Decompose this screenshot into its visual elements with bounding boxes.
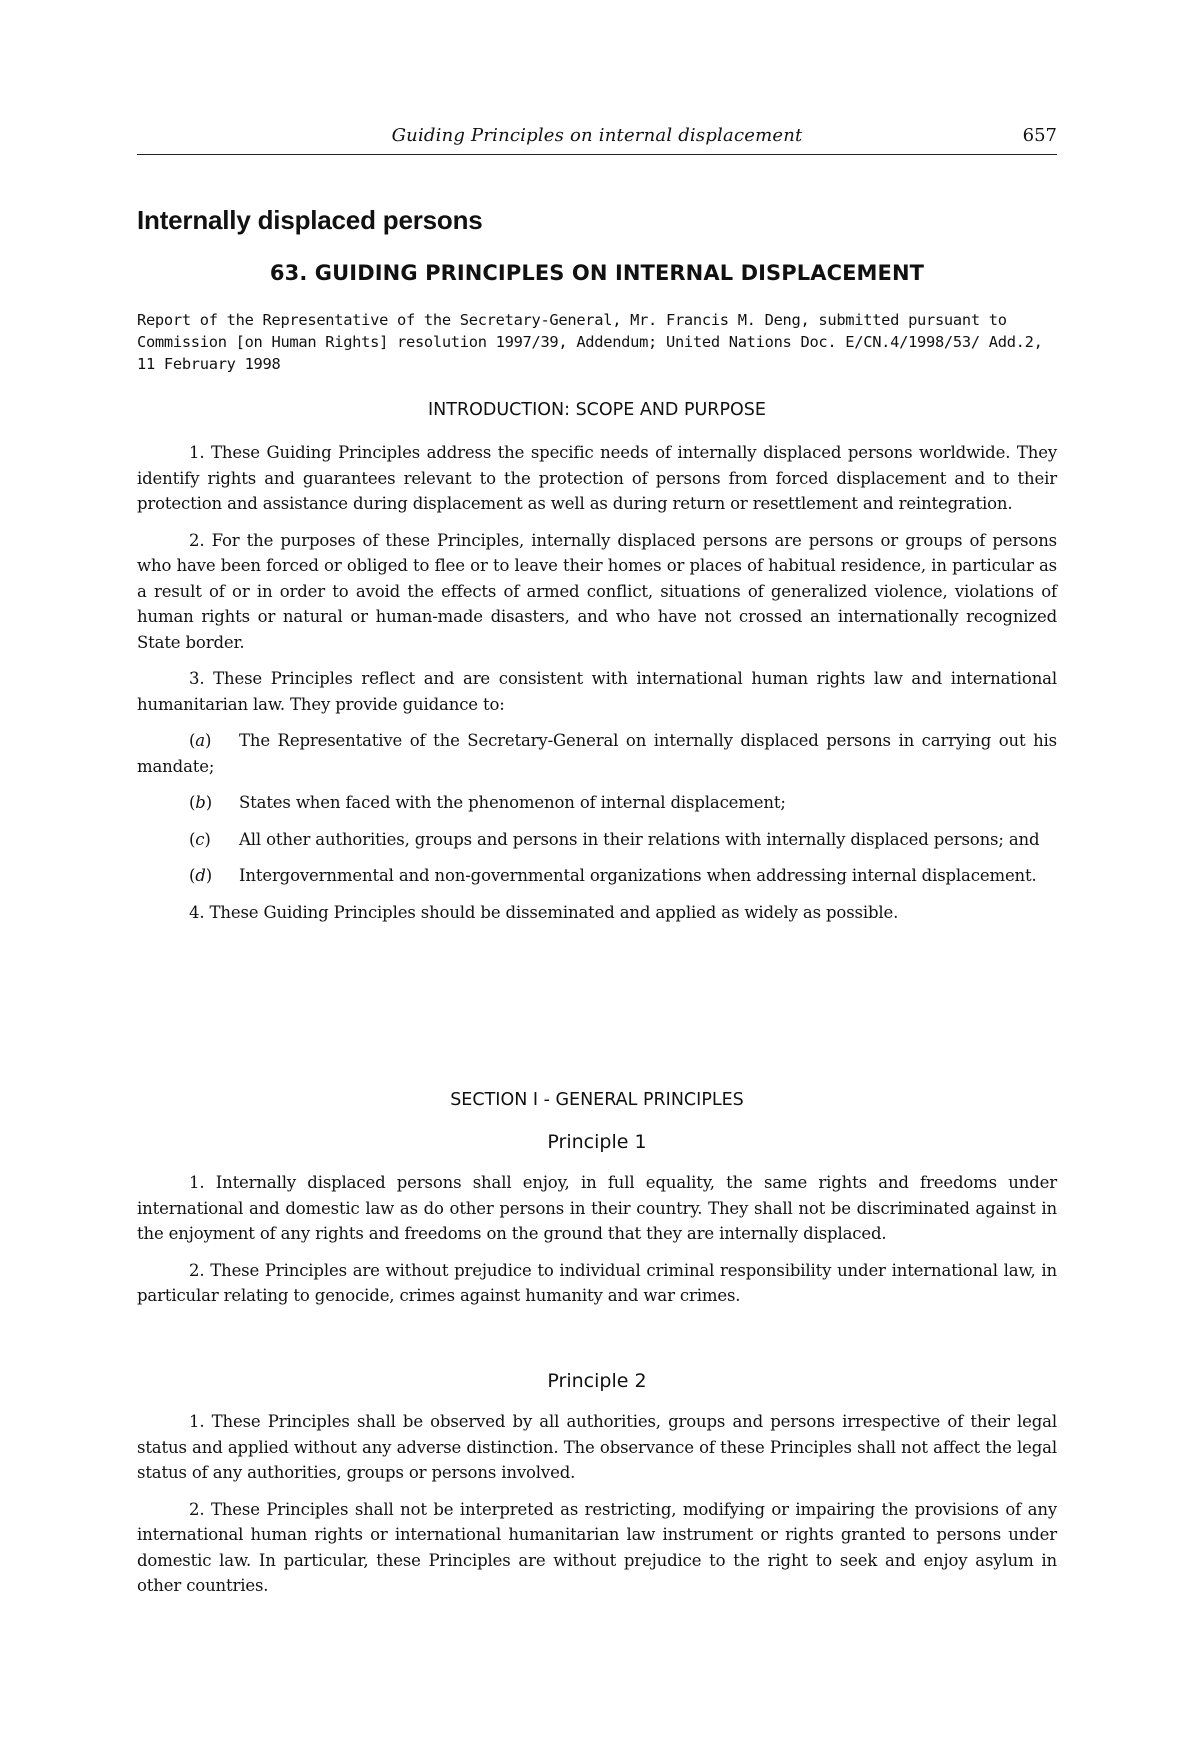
section-heading: Internally displaced persons (137, 205, 483, 235)
principle-1-paragraph-1: 1. Internally displaced persons shall enjoy, in full equality, the same rights and freedoms under international and domestic law as do other persons in their country. They shall not be discriminated against in the enjoyment of any rights and freedoms on the ground that they are internally displaced. (137, 1173, 1057, 1243)
principle-1-paragraph-2: 2. These Principles are without prejudice to individual criminal responsibility under international law, in particular relating to genocide, crimes against humanity and war crimes. (137, 1260, 1057, 1305)
intro-paragraph-1: 1. These Guiding Principles address the specific needs of internally displaced persons worldwide. They identify rights and guarantees relevant to the protection of persons from forced displacement and to their protection and assistance during displacement as well as during return or resettlement and reintegration. (137, 443, 1057, 513)
item-letter: b (195, 793, 206, 812)
item-letter: a (195, 731, 205, 750)
intro-paragraph-3: 3. These Principles reflect and are consistent with international human rights law and international humanitarian law. They provide guidance to: (137, 669, 1057, 714)
principle-2-paragraph-1: 1. These Principles shall be observed by all authorities, groups and persons irrespective of their legal status and applied without any adverse distinction. The observance of these Principles shall not affect the legal status of any authorities, groups or persons involved. (137, 1412, 1057, 1482)
item-text: States when faced with the phenomenon of internal displacement; (239, 793, 786, 812)
running-header (137, 124, 1057, 155)
guidance-item-d: (d) Intergovernmental and non-governmental organizations when addressing internal displacement. (189, 866, 1037, 885)
guidance-item-c: (c) All other authorities, groups and persons in their relations with internally displaced persons; and (189, 829, 1040, 849)
intro-paragraph-4: 4. These Guiding Principles should be disseminated and applied as widely as possible. (189, 902, 899, 922)
guidance-item-a: (a) The Representative of the Secretary-General on internally displaced persons in carrying out his mandate; (137, 731, 1057, 776)
intro-paragraph-2: 2. For the purposes of these Principles, internally displaced persons are persons or groups of persons who have been forced or obliged to flee or to leave their homes or places of habitual residence, in particular as a result of or in order to avoid the effects of armed conflict, situations of generalized violence, violations of human rights or natural or human-made disasters, and who have not crossed an internationally recognized State border. (137, 530, 1057, 652)
page-number: 657 (1022, 125, 1057, 146)
item-letter: c (195, 829, 205, 849)
guidance-item-b: (b) States when faced with the phenomenon of internal displacement; (189, 793, 786, 812)
document-title: 63. GUIDING PRINCIPLES ON INTERNAL DISPLACEMENT (269, 261, 925, 285)
item-text: All other authorities, groups and persons in their relations with internally displaced persons; and (239, 829, 1040, 849)
running-title: Guiding Principles on internal displacement (391, 125, 803, 146)
introduction-heading: INTRODUCTION: SCOPE AND PURPOSE (428, 400, 766, 420)
principle-1-body (137, 1170, 1057, 1309)
principle-2-heading: Principle 2 (547, 1370, 647, 1392)
item-letter: d (195, 866, 206, 885)
item-text: Intergovernmental and non-governmental organizations when addressing internal displacement. (239, 866, 1037, 885)
principle-1-heading: Principle 1 (547, 1131, 647, 1153)
introduction-body (137, 440, 1057, 925)
principle-2-body (137, 1409, 1057, 1599)
source-note: Report of the Representative of the Secretary-General, Mr. Francis M. Deng, submitted pursuant to Commission [on Human Rights] resolution 1997/39, Addendum; United Nations Doc. E/CN.4/1998/53/ Add.2, 11 February 1998 (137, 311, 1043, 373)
item-text: The Representative of the Secretary-General on internally displaced persons in carrying out his mandate; (137, 731, 1057, 776)
principle-2-paragraph-2: 2. These Principles shall not be interpreted as restricting, modifying or impairing the provisions of any international human rights or international humanitarian law instrument or rights granted to persons under domestic law. In particular, these Principles are without prejudice to the right to seek and enjoy asylum in other countries. (137, 1499, 1057, 1595)
section-1-heading: SECTION I - GENERAL PRINCIPLES (450, 1090, 744, 1110)
